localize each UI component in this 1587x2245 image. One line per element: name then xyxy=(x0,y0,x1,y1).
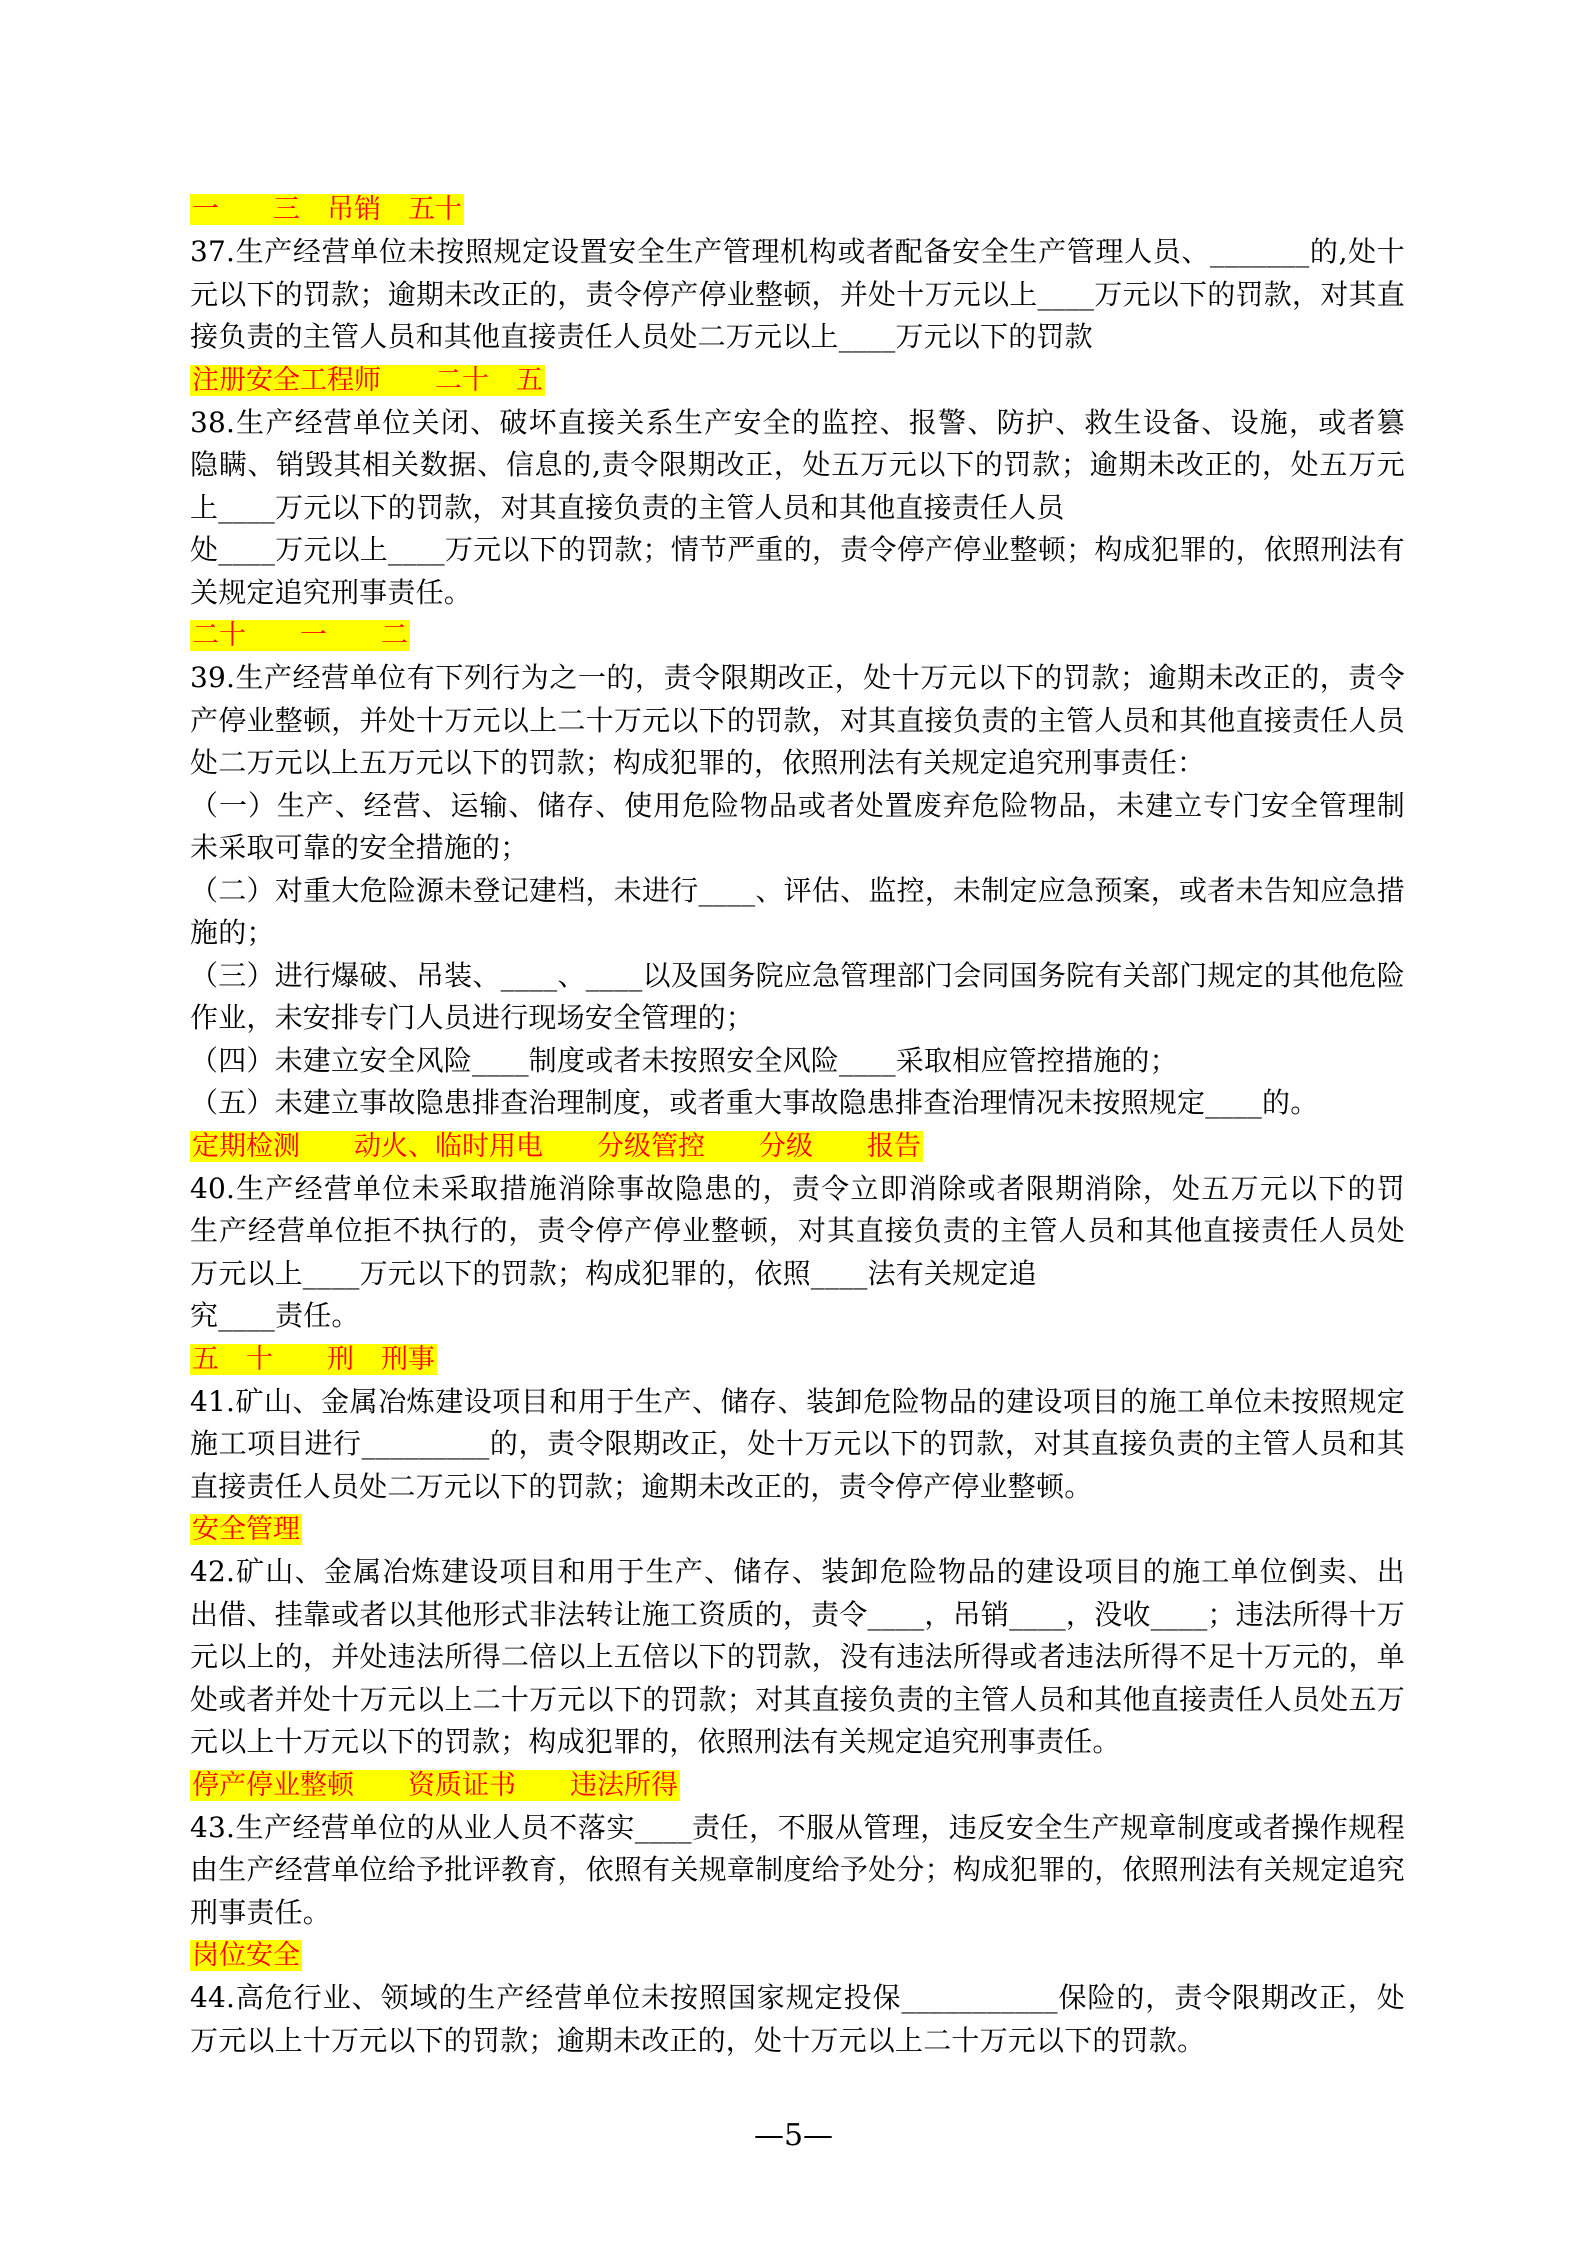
question-line: 施工项目进行_________的，责令限期改正，处十万元以下的罚款，对其直接负责的主管人员和其 xyxy=(190,1427,1405,1460)
question-block xyxy=(190,1125,1405,1338)
question-text xyxy=(190,402,1405,615)
answer-highlight: 定期检测 动火、临时用电 分级管控 分级 报告 xyxy=(192,1130,921,1162)
question-line: 41.矿山、金属冶炼建设项目和用于生产、储存、装卸危险物品的建设项目的施工单位未按照规定 xyxy=(190,1384,1405,1418)
question-line: 产停业整顿，并处十万元以上二十万元以下的罚款，对其直接负责的主管人员和其他直接责任人员 xyxy=(190,703,1405,737)
question-block xyxy=(190,1764,1405,1935)
answer-highlight: 安全管理 xyxy=(192,1514,300,1545)
question-line: 处或者并处十万元以上二十万元以下的罚款；对其直接负责的主管人员和其他直接责任人员处五万 xyxy=(190,1682,1405,1716)
question-line: 38.生产经营单位关闭、破坏直接关系生产安全的监控、报警、防护、救生设备、设施，或者篡 xyxy=(190,405,1405,439)
question-text xyxy=(190,1381,1405,1509)
question-line: 处二万元以上五万元以下的罚款；构成犯罪的，依照刑法有关规定追究刑事责任： xyxy=(190,746,1206,779)
question-line: 究____责任。 xyxy=(190,1299,360,1332)
question-line: （五）未建立事故隐患排查治理制度，或者重大事故隐患排查治理情况未按照规定____的。 xyxy=(190,1086,1319,1119)
question-block xyxy=(190,1508,1405,1764)
answer-highlight: 停产停业整顿 资质证书 违法所得 xyxy=(192,1769,678,1801)
question-line: （三）进行爆破、吊装、____、____以及国务院应急管理部门会同国务院有关部门规定的其他危险 xyxy=(190,958,1405,992)
question-line: 由生产经营单位给予批评教育，依照有关规章制度给予处分；构成犯罪的，依照刑法有关规定追究 xyxy=(190,1853,1405,1886)
answer-key xyxy=(190,614,1405,657)
question-line: 44.高危行业、领域的生产经营单位未按照国家规定投保___________保险的，责令限期改正，处 xyxy=(190,1981,1405,2014)
answer-key xyxy=(190,1508,1405,1551)
question-line: 刑事责任。 xyxy=(190,1895,332,1929)
question-line: 43.生产经营单位的从业人员不落实____责任，不服从管理，违反安全生产规章制度或者操作规程 xyxy=(190,1810,1405,1844)
question-line: 万元以上十万元以下的罚款；逾期未改正的，处十万元以上二十万元以下的罚款。 xyxy=(190,2023,1206,2057)
answer-key xyxy=(190,188,1405,231)
question-block xyxy=(190,359,1405,615)
question-line: 元以上十万元以下的罚款；构成犯罪的，依照刑法有关规定追究刑事责任。 xyxy=(190,1725,1121,1758)
answer-highlight: 注册安全工程师 二十 五 xyxy=(192,364,543,396)
answer-key xyxy=(190,1125,1405,1168)
question-line: 出借、挂靠或者以其他形式非法转让施工资质的，责令____，吊销____，没收____；违法所得十万 xyxy=(190,1597,1405,1631)
question-line: 直接责任人员处二万元以下的罚款；逾期未改正的，责令停产停业整顿。 xyxy=(190,1469,1093,1503)
question-line: 关规定追究刑事责任。 xyxy=(190,575,473,609)
question-line: 37.生产经营单位未按照规定设置安全生产管理机构或者配备安全生产管理人员、_______的,处十 xyxy=(190,235,1405,268)
page-number: —5— xyxy=(753,2118,834,2153)
question-line: 未采取可靠的安全措施的； xyxy=(190,831,529,864)
question-line: 40.生产经营单位未采取措施消除事故隐患的，责令立即消除或者限期消除，处五万元以下的罚 xyxy=(190,1171,1405,1205)
question-line: 42.矿山、金属冶炼建设项目和用于生产、储存、装卸危险物品的建设项目的施工单位倒卖、出 xyxy=(190,1555,1405,1588)
question-line: 施的； xyxy=(190,916,275,949)
question-line: 万元以上____万元以下的罚款；构成犯罪的，依照____法有关规定追 xyxy=(190,1256,1037,1290)
question-line: （四）未建立安全风险____制度或者未按照安全风险____采取相应管控措施的； xyxy=(190,1043,1178,1077)
answer-key xyxy=(190,1764,1405,1807)
question-line: 生产经营单位拒不执行的，责令停产停业整顿，对其直接负责的主管人员和其他直接责任人员处 xyxy=(190,1214,1405,1247)
question-line: 元以上的，并处违法所得二倍以上五倍以下的罚款，没有违法所得或者违法所得不足十万元的，单 xyxy=(190,1640,1405,1673)
answer-highlight: 五 十 刑 刑事 xyxy=(192,1343,435,1375)
question-line: 39.生产经营单位有下列行为之一的，责令限期改正，处十万元以下的罚款；逾期未改正的，责令 xyxy=(190,661,1405,694)
question-line: 上____万元以下的罚款，对其直接负责的主管人员和其他直接责任人员 xyxy=(190,490,1065,524)
question-block xyxy=(190,188,1405,359)
question-line: 处____万元以上____万元以下的罚款；情节严重的，责令停产停业整顿；构成犯罪的，依照刑法有 xyxy=(190,533,1405,566)
question-line: 作业，未安排专门人员进行现场安全管理的； xyxy=(190,1001,755,1034)
question-line: （二）对重大危险源未登记建档，未进行____、评估、监控，未制定应急预案，或者未告知应急措 xyxy=(190,873,1405,907)
answer-highlight: 二十 一 二 xyxy=(192,620,408,651)
question-text xyxy=(190,657,1405,1125)
question-text xyxy=(190,231,1405,359)
question-block xyxy=(190,1934,1405,2062)
question-line: 元以下的罚款；逾期未改正的，责令停产停业整顿，并处十万元以上____万元以下的罚款，对其直 xyxy=(190,277,1405,311)
question-line: （一）生产、经营、运输、储存、使用危险物品或者处置废弃危险物品，未建立专门安全管理制 xyxy=(190,788,1405,822)
question-block xyxy=(190,614,1405,1125)
answer-highlight: 岗位安全 xyxy=(192,1940,300,1971)
question-text xyxy=(190,1807,1405,1935)
question-text xyxy=(190,1977,1405,2062)
question-block xyxy=(190,1338,1405,1509)
answer-key xyxy=(190,359,1405,402)
question-line: 接负责的主管人员和其他直接责任人员处二万元以上____万元以下的罚款 xyxy=(190,320,1093,353)
answer-key xyxy=(190,1934,1405,1977)
answer-key xyxy=(190,1338,1405,1381)
answer-highlight: 一 三 吊销 五十 xyxy=(192,194,462,225)
document-body xyxy=(190,188,1405,2062)
question-text xyxy=(190,1551,1405,1764)
question-line: 隐瞒、销毁其相关数据、信息的,责令限期改正，处五万元以下的罚款；逾期未改正的，处五万元 xyxy=(190,448,1405,481)
question-text xyxy=(190,1168,1405,1338)
